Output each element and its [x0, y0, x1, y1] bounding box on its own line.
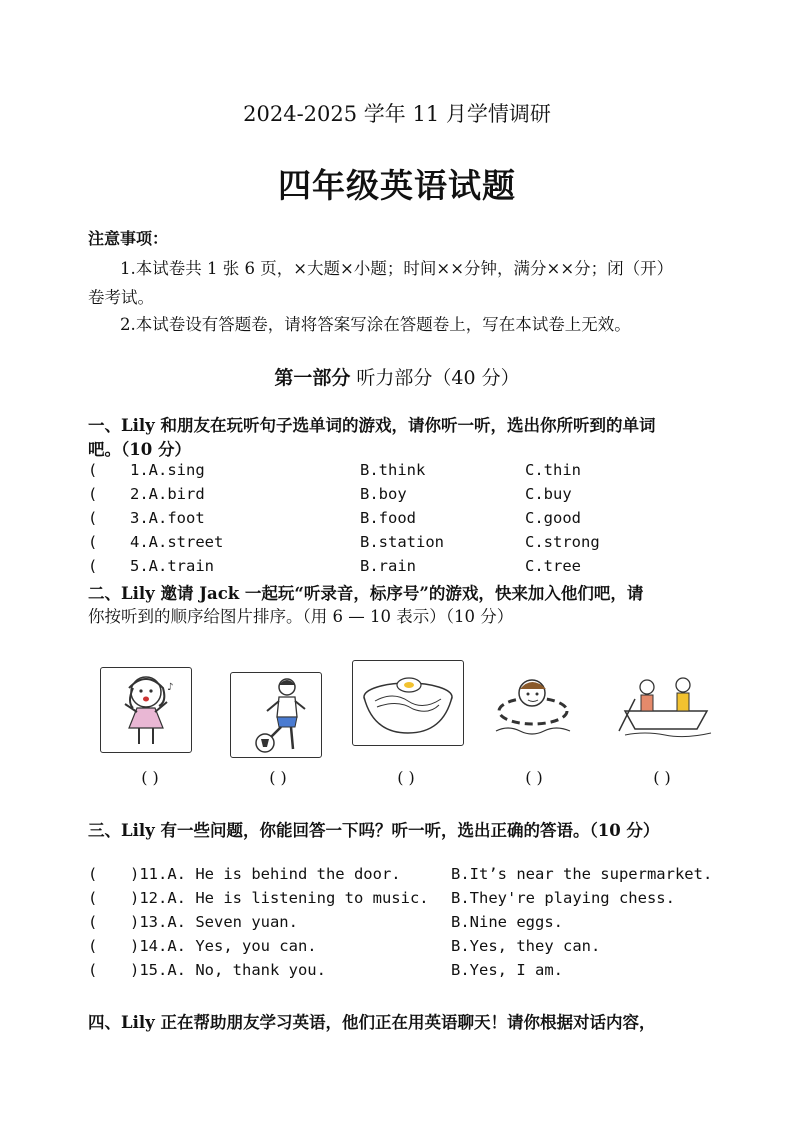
section-1-title: 一、Lily 和朋友在玩听句子选单词的游戏，请你听一听，选出你所听到的单词 [88, 416, 656, 435]
option-c[interactable]: C.buy [525, 485, 572, 503]
section-2-title-cont: 你按听到的顺序给图片排序。（用 6 — 10 表示）（10 分） [88, 607, 514, 626]
question-row: ( [88, 533, 98, 551]
boy-football-picture [230, 672, 322, 758]
part-one-title-bold: 第一部分 [274, 367, 351, 389]
option-b[interactable]: B.food [360, 509, 416, 527]
exam-top-title: 2024-2025 学年 11 月学情调研 [243, 102, 551, 126]
option-c[interactable]: C.good [525, 509, 581, 527]
option-b[interactable]: B.station [360, 533, 444, 551]
option-a[interactable]: 4.A.street [130, 533, 224, 551]
option-b[interactable]: B.Yes, I am. [451, 961, 563, 979]
question-row: ( [88, 461, 98, 479]
swimming-picture [487, 660, 579, 746]
svg-text:♪: ♪ [167, 682, 174, 693]
option-a[interactable]: )14.A. Yes, you can. [130, 937, 317, 955]
question-row: ( [88, 865, 98, 883]
option-a[interactable]: 2.A.bird [130, 485, 205, 503]
picture-answer-bracket[interactable]: ( ) [653, 768, 671, 787]
question-row: ( [88, 509, 98, 527]
picture-answer-bracket[interactable]: ( ) [525, 768, 543, 787]
question-row: ( [88, 913, 98, 931]
part-one-title [0, 363, 794, 390]
option-a[interactable]: )11.A. He is behind the door. [130, 865, 401, 883]
note-item-1-cont: 卷考试。 [88, 288, 154, 307]
option-b[interactable]: B.Nine eggs. [451, 913, 563, 931]
section-1-title-cont: 吧。（10 分） [88, 440, 191, 459]
picture-answer-bracket[interactable]: ( ) [141, 768, 159, 787]
option-b[interactable]: B.think [360, 461, 426, 479]
rowing-boat-picture [614, 660, 716, 746]
question-row: ( [88, 485, 98, 503]
option-c[interactable]: C.thin [525, 461, 581, 479]
exam-main-title: 四年级英语试题 [278, 166, 516, 205]
part-one-title-rest: 听力部分（40 分） [356, 367, 520, 389]
option-a[interactable]: )13.A. Seven yuan. [130, 913, 298, 931]
girl-singing-picture [100, 667, 192, 753]
option-c[interactable]: C.strong [525, 533, 600, 551]
option-a[interactable]: 3.A.foot [130, 509, 205, 527]
notes-heading: 注意事项： [88, 229, 169, 248]
option-b[interactable]: B.They're playing chess. [451, 889, 675, 907]
note-item-1: 1.本试卷共 1 张 6 页，×大题×小题；时间××分钟，满分××分；闭（开） [120, 259, 674, 278]
option-a[interactable]: 5.A.train [130, 557, 214, 575]
option-a[interactable]: 1.A.sing [130, 461, 205, 479]
option-c[interactable]: C.tree [525, 557, 581, 575]
option-b[interactable]: B.boy [360, 485, 407, 503]
picture-answer-bracket[interactable]: ( ) [397, 768, 415, 787]
section-3-title: 三、Lily 有一些问题，你能回答一下吗？听一听，选出正确的答语。（10 分） [88, 821, 660, 840]
option-b[interactable]: B.Yes, they can. [451, 937, 601, 955]
picture-answer-bracket[interactable]: ( ) [269, 768, 287, 787]
option-b[interactable]: B.rain [360, 557, 416, 575]
section-2-title: 二、Lily 邀请 Jack 一起玩“听录音，标序号”的游戏，快来加入他们吧，请 [88, 584, 644, 603]
question-row: ( [88, 557, 98, 575]
option-a[interactable]: )12.A. He is listening to music. [130, 889, 429, 907]
question-row: ( [88, 961, 98, 979]
option-b[interactable]: B.It’s near the supermarket. [451, 865, 713, 883]
option-a[interactable]: )15.A. No, thank you. [130, 961, 326, 979]
question-row: ( [88, 889, 98, 907]
noodles-picture [352, 660, 464, 746]
section-4-title: 四、Lily 正在帮助朋友学习英语，他们正在用英语聊天！请你根据对话内容， [88, 1013, 656, 1032]
note-item-2: 2.本试卷设有答题卷，请将答案写涂在答题卷上，写在本试卷上无效。 [120, 315, 631, 334]
question-row: ( [88, 937, 98, 955]
